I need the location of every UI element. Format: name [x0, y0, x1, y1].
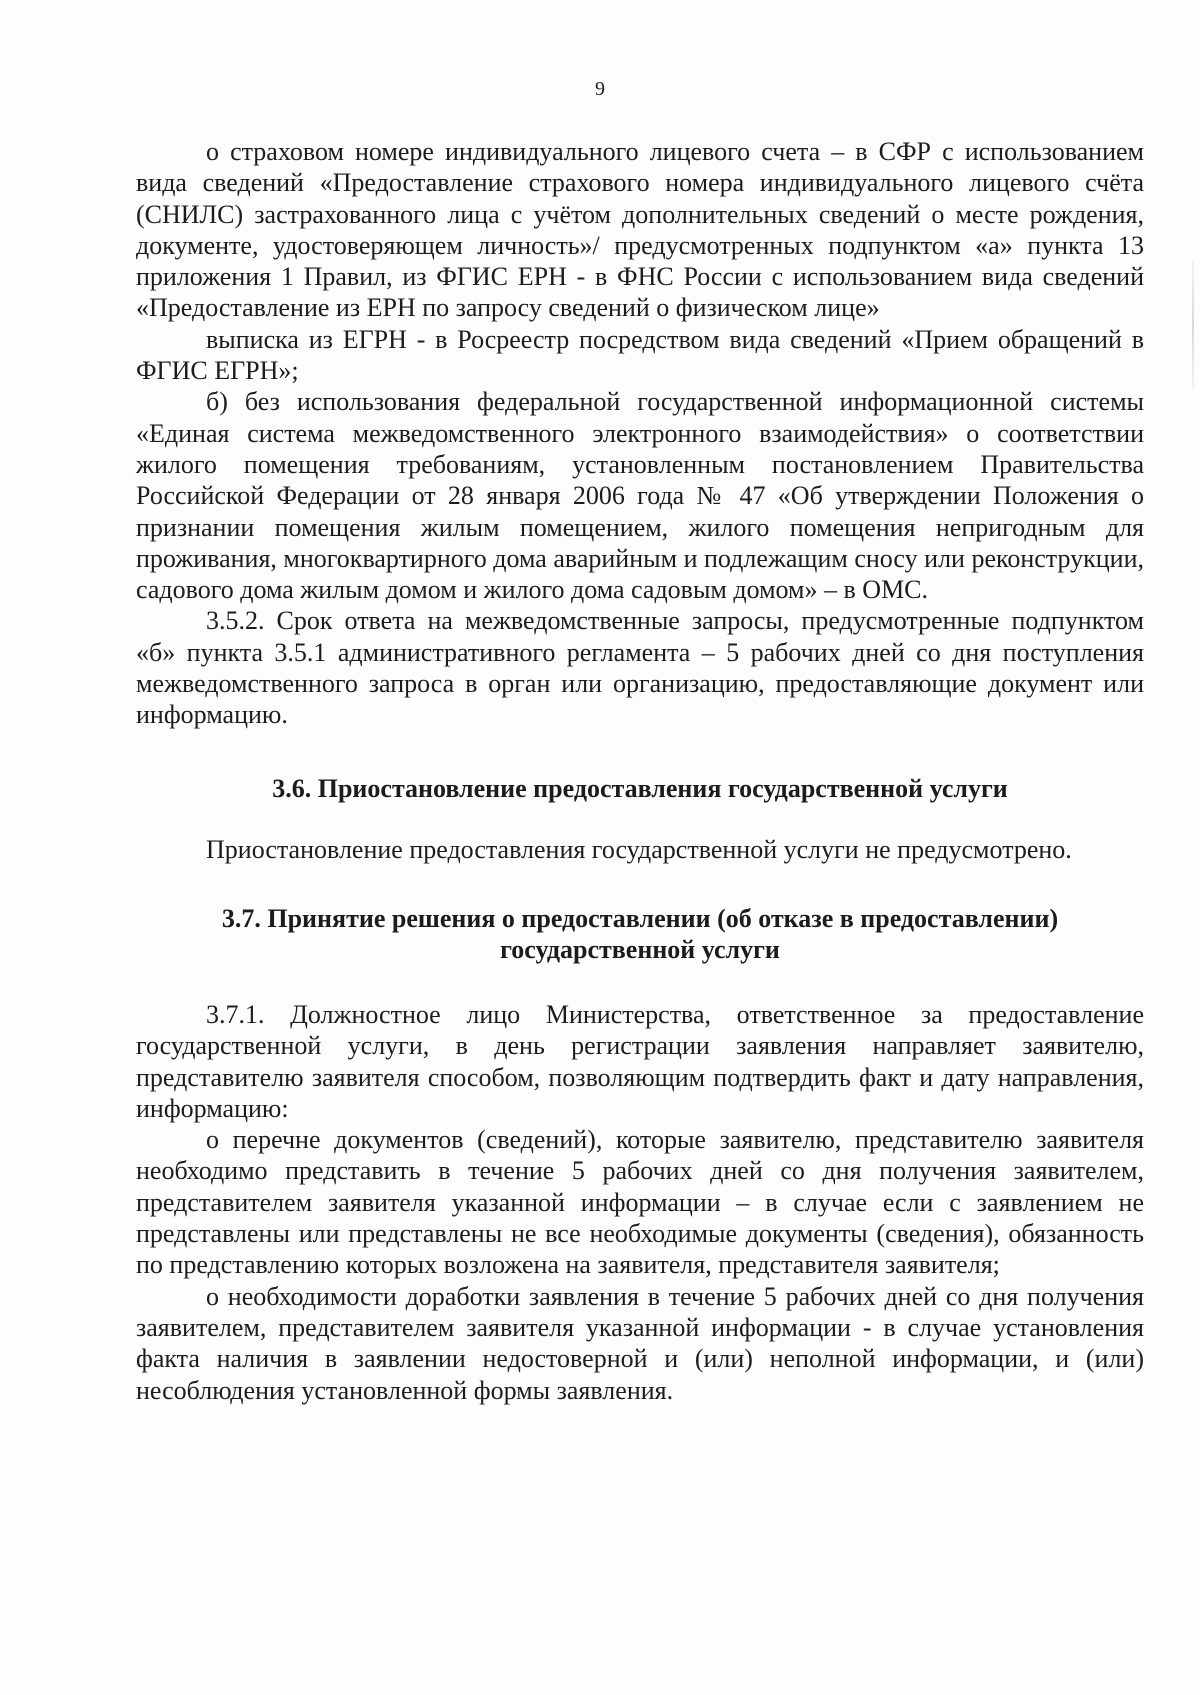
document-body — [136, 136, 1144, 1406]
paragraph-3-7-1: 3.7.1. Должностное лицо Министерства, ответственное за предоставление государственной услуги, в день регистрации заявления направляет заявителю, представителю заявителя способом, позволяющим подтвердить факт и дату направления, информацию: — [136, 999, 1144, 1123]
paragraph-snils: о страховом номере индивидуального лицевого счета – в СФР с использованием вида сведений «Предоставление страхового номера индивидуального лицевого счёта (СНИЛС) застрахованного лица с учётом дополнительных сведений о месте рождения, документе, удостоверяющем личность»/ предусмотренных подпунктом «а» пункта 13 приложения 1 Правил, из ФГИС ЕРН - в ФНС России с использованием вида сведений «Предоставление из ЕРН по запросу сведений о физическом лице» — [136, 137, 1144, 323]
paragraph-egrn-extract: выписка из ЕГРН - в Росреестр посредством вида сведений «Прием обращений в ФГИС ЕГРН»; — [136, 324, 1144, 386]
section-3-6-text: Приостановление предоставления государственной услуги не предусмотрено. — [206, 834, 1072, 864]
section-3-7-heading-line2: государственной услуги — [500, 934, 780, 964]
section-3-6-heading: 3.6. Приостановление предоставления государственной услуги — [272, 773, 1008, 803]
page-number: 9 — [595, 78, 605, 100]
paragraph-without-smev: б) без использования федеральной государственной информационной системы «Единая система межведомственного электронного взаимодействия» о соответствии жилого помещения требованиям, установленным постановлением Правительства Российской Федерации от 28 января 2006 года № 47 «Об утверждении Положения о признании помещения жилым помещением, жилого помещения непригодным для проживания, многоквартирного дома аварийным и подлежащим сносу или реконструкции, садового дома жилым домом и жилого дома садовым домом» – в ОМС. — [136, 387, 1144, 605]
paragraph-document-list: о перечне документов (сведений), которые заявителю, представителю заявителя необходимо представить в течение 5 рабочих дней со дня получения заявителем, представителем заявителя указанной информации – в случае если с заявлением не представлены или представлены не все необходимые документы (сведения), обязанность по представлению которых возложена на заявителя, представителя заявителя; — [136, 1125, 1144, 1280]
section-3-7-heading-line1: 3.7. Принятие решения о предоставлении (об отказе в предоставлении) — [221, 903, 1059, 933]
paragraph-revision-needed: о необходимости доработки заявления в течение 5 рабочих дней со дня получения заявителем, представителем заявителя указанной информации - в случае установления факта наличия в заявлении недостоверной и (или) неполной информации, и (или) несоблюдения установленной формы заявления. — [136, 1281, 1144, 1405]
section-3-7-heading — [136, 903, 1144, 965]
scan-edge-mark — [1192, 260, 1194, 390]
paragraph-3-5-2: 3.5.2. Срок ответа на межведомственные запросы, предусмотренные подпунктом «б» пункта 3.5.1 административного регламента – 5 рабочих дней со дня поступления межведомственного запроса в орган или организацию, предоставляющие документ или информацию. — [136, 606, 1144, 730]
